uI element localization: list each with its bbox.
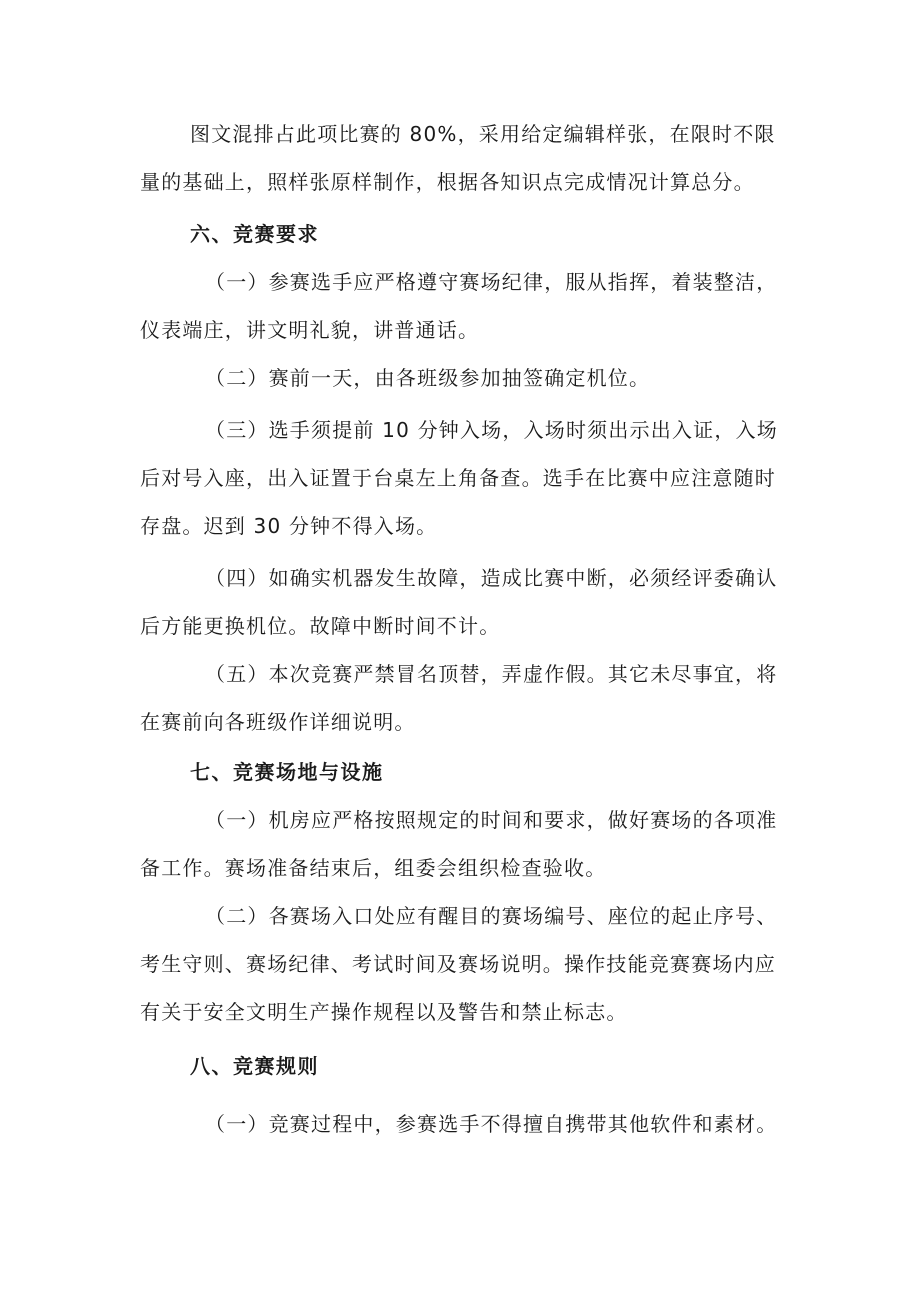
section-8-heading: 八、竞赛规则	[190, 1054, 319, 1078]
section-6-item-5-line-2: 在赛前向各班级作详细说明。	[140, 710, 416, 734]
section-6-item-4-line-1: （四）如确实机器发生故障，造成比赛中断，必须经评委确认	[205, 566, 778, 590]
section-7-heading: 七、竞赛场地与设施	[190, 760, 384, 784]
section-6-item-5-line-1: （五）本次竞赛严禁冒名顶替，弄虚作假。其它未尽事宜，将	[205, 662, 778, 686]
section-6-item-3-line-3: 存盘。迟到 30 分钟不得入场。	[140, 514, 438, 538]
section-6-item-3-line-1: （三）选手须提前 10 分钟入场，入场时须出示出入证，入场	[205, 418, 778, 442]
section-7-item-2-line-1: （二）各赛场入口处应有醒目的赛场编号、座位的起止序号、	[205, 904, 778, 928]
section-7-item-2-line-3: 有关于安全文明生产操作规程以及警告和禁止标志。	[140, 1000, 628, 1024]
section-6-item-4-line-2: 后方能更换机位。故障中断时间不计。	[140, 614, 501, 638]
section-6-item-1-line-2: 仪表端庄，讲文明礼貌，讲普通话。	[140, 318, 480, 342]
section-7-item-2-line-2: 考生守则、赛场纪律、考试时间及赛场说明。操作技能竞赛赛场内应	[140, 952, 776, 976]
section-6-item-1-line-1: （一）参赛选手应严格遵守赛场纪律，服从指挥，着装整洁，	[205, 270, 778, 294]
section-8-item-1-line-1: （一）竞赛过程中，参赛选手不得擅自携带其他软件和素材。	[205, 1112, 778, 1136]
section-6-item-3-line-2: 后对号入座，出入证置于台桌左上角备查。选手在比赛中应注意随时	[140, 466, 776, 490]
intro-line-2: 量的基础上，照样张原样制作，根据各知识点完成情况计算总分。	[140, 170, 755, 194]
section-6-item-2-line-1: （二）赛前一天，由各班级参加抽签确定机位。	[205, 366, 651, 390]
intro-line-1: 图文混排占此项比赛的 80%，采用给定编辑样张，在限时不限	[190, 122, 776, 146]
section-7-item-1-line-1: （一）机房应严格按照规定的时间和要求，做好赛场的各项准	[205, 808, 778, 832]
section-6-heading: 六、竞赛要求	[190, 222, 319, 246]
section-7-item-1-line-2: 备工作。赛场准备结束后，组委会组织检查验收。	[140, 856, 607, 880]
